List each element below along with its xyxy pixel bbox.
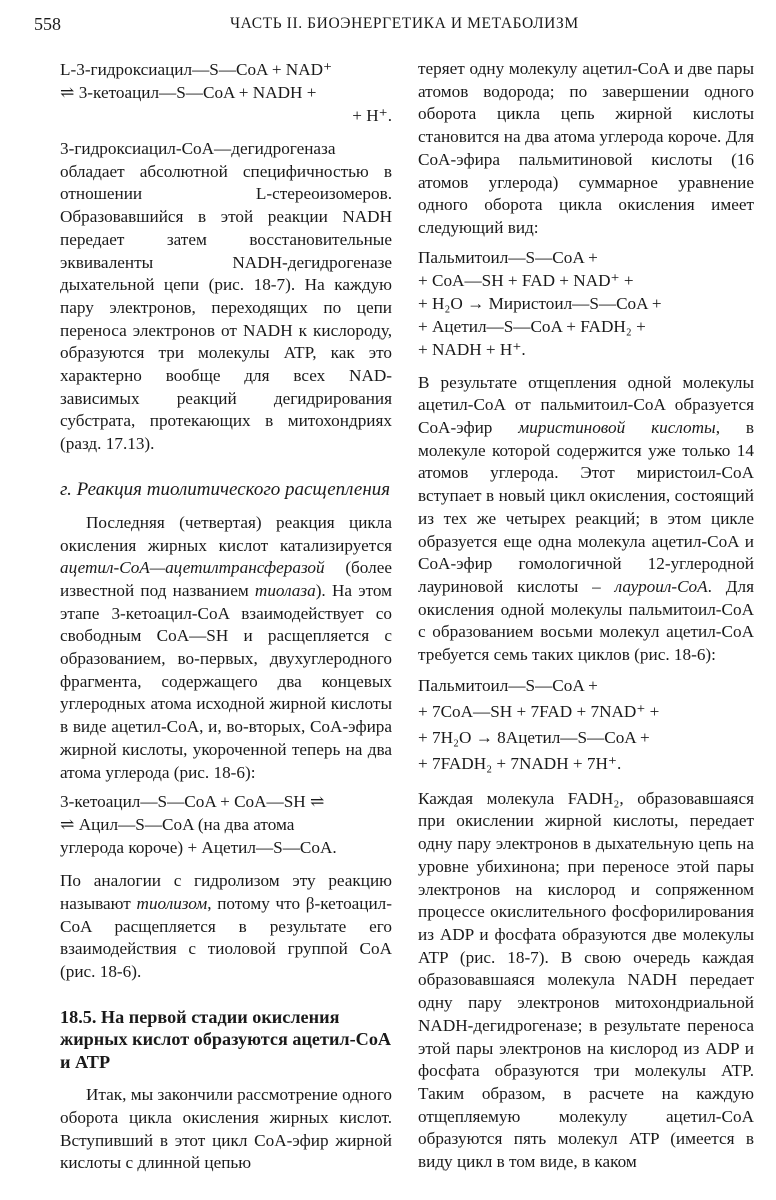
paragraph-summary-intro: Итак, мы закончили рассмотрение одного оборота цикла окисления жирных кислот. Вступивший в этот цикл CoA-эфир жирной кислоты с длинной цепью bbox=[60, 1085, 392, 1173]
page-header bbox=[0, 14, 776, 42]
equation-line: Пальмитоил—S—CoA + bbox=[418, 247, 598, 267]
equation-line: + 7FADH₂ + 7NADH + 7H⁺. bbox=[418, 753, 622, 773]
paragraph-cycle-loss: теряет одну молекулу ацетил-CoA и две пары атомов водорода; по завершении одного оборота цикла цепь жирной кислоты становится на два атома углерода короче. Для CoA-эфира пальмитиновой кислоты (16 атомов углерода) суммарное уравнение одного оборота цикла окисления имеет следующий вид: bbox=[418, 59, 754, 237]
equation-line: + NADH + H⁺. bbox=[418, 339, 526, 359]
equation-line: ⇌ Ацил—S—CoA (на два атома bbox=[60, 815, 295, 835]
paragraph-dehydrogenase-specificity: 3-гидроксиацил-CoA—дегидрогеназа обладает абсолютной специфичностью в отношении L-стереоизомеров. Образовавшийся в этой реакции NADH передает затем восстановительные эквиваленты NADH-дегидрогеназе дыхательной цепи (рис. 18-7). На каждую пару электронов, переходящих по цепи переноса электронов от NADH к кислороду, образуются три молекулы ATP, как это характерно вообще для всех NAD-зависимых реакций дегидрирования субстрата, протекающих в митохондриях (разд. 17.13). bbox=[60, 139, 392, 454]
paragraph-myristoyl: В результате отщепления одной молекулы ацетил-CoA от пальмитоил-CoA образуется CoA-эфир миристиновой кислоты, в молекуле которой содержится уже только 14 атомов углерода. Этот миристоил-CoA вступает в новый цикл окисления, состоящий из тех же четырех реакций; в этом цикле образуется еще одна молекула ацетил-CoA и CoA-эфир гомологичной 12-углеродной лауриновой кислоты – лауроил-CoA. Для окисления одной молекулы пальмитоил-CoA с образованием восьми молекул ацетил-CoA требуется семь таких циклов (рис. 18-6): bbox=[418, 372, 754, 665]
equation-palmitoyl-seven-cycles bbox=[418, 673, 754, 777]
running-title: ЧАСТЬ II. БИОЭНЕРГЕТИКА И МЕТАБОЛИЗМ bbox=[230, 15, 579, 32]
equation-line: + 7CoA—SH + 7FAD + 7NAD⁺ + bbox=[418, 701, 660, 721]
equation-line: 3-кетоацил—S—CoA + CoA—SH ⇌ bbox=[60, 792, 325, 812]
paragraph-thiolysis: По аналогии с гидролизом эту реакцию называют тиолизом, потому что β-кетоацил-CoA расщепляется в результате его взаимодействия с тиоловой группой CoA (рис. 18-6). bbox=[60, 871, 392, 982]
equation-dehydrogenase bbox=[60, 58, 392, 127]
paragraph-atp-yield: Каждая молекула FADH₂, образовавшаяся при окислении жирной кислоты, передает одну пару электронов в дыхательную цепь на уровне убихинона; при переносе этой пары электронов на кислород и сопряженном процессе окислительного фосфорилирования из ADP и фосфата образуются две молекулы ATP (рис. 18-7). В свою очередь каждая образовавшаяся молекула NADH передает одну пару электронов митохондриальной NADH-дегидрогеназе; в результате переноса этой пары электронов на кислород из ADP и фосфата образуются три молекулы ATP. Таким образом, в расчете на каждую отщепляемую молекулу ацетил-CoA образуются пять молекул ATP (имеется в виду цикл в том виде, в каком bbox=[418, 788, 754, 1172]
equation-line: L-3-гидроксиацил—S—CoA + NAD⁺ bbox=[60, 60, 333, 79]
equation-thiolysis bbox=[60, 790, 392, 859]
equation-palmitoyl-one-cycle bbox=[418, 246, 754, 361]
subheading-thiolytic-cleavage: г. Реакция тиолитического расщепления bbox=[60, 478, 391, 500]
equation-line: + 7H₂O → 8Ацетил—S—CoA + bbox=[418, 727, 650, 747]
equation-line: + Ацетил—S—CoA + FADH₂ + bbox=[418, 316, 646, 336]
section-heading: 18.5. На первой стадии окисления жирных кислот образуются ацетил-CoA и ATP bbox=[60, 1006, 391, 1072]
equation-line: углерода короче) + Ацетил—S—CoA. bbox=[60, 838, 337, 858]
left-column bbox=[60, 58, 392, 1175]
right-column bbox=[418, 58, 754, 1174]
equation-line: Пальмитоил—S—CoA + bbox=[418, 675, 598, 695]
equation-line: ⇌ 3-кетоацил—S—CoA + NADH + bbox=[60, 83, 317, 102]
equation-line: + H⁺. bbox=[352, 106, 392, 125]
equation-line: + CoA—SH + FAD + NAD⁺ + bbox=[418, 270, 634, 290]
paragraph-thiolase: Последняя (четвертая) реакция цикла окисления жирных кислот катализируется ацетил-CoA—ацетилтрансферазой (более известной под названием тиолаза). На этом этапе 3-кетоацил-CoA взаимодействует со свободным CoA—SH и расщепляется с образованием, во-первых, двухуглеродного фрагмента, содержащего два концевых углеродных атома исходной жирной кислоты в виде ацетил-CoA, и, во-вторых, CoA-эфира жирной кислоты, укороченной теперь на два атома углерода (рис. 18-6): bbox=[60, 512, 392, 782]
equation-line: + H₂O → Миристоил—S—CoA + bbox=[418, 293, 662, 313]
page-number: 558 bbox=[34, 14, 61, 34]
